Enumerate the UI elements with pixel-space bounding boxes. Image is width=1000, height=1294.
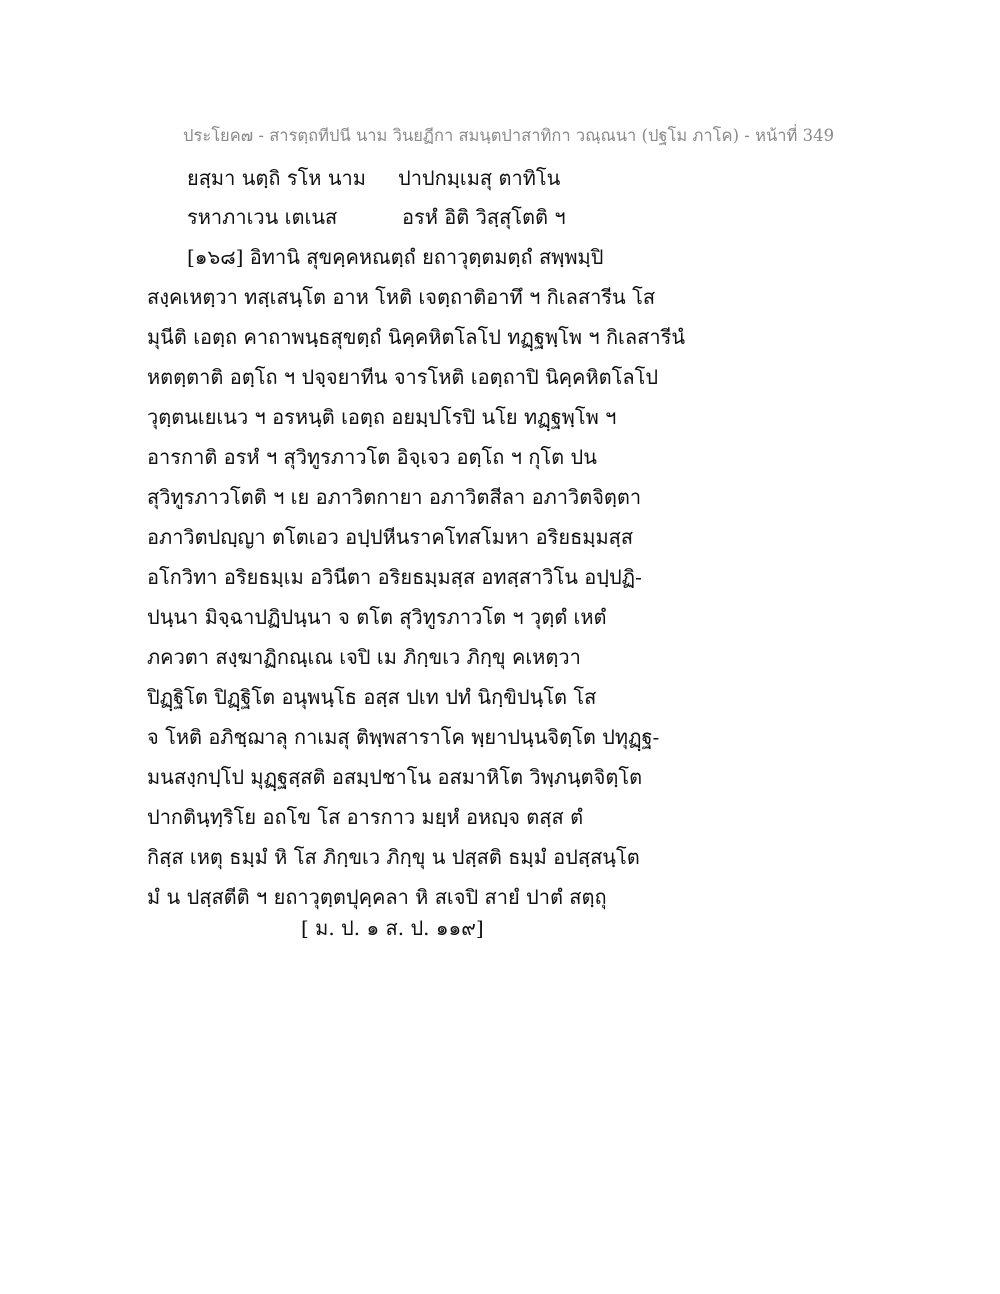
body-line: หตตฺตาติ อตฺโถ ฯ ปจฺจยาทีน จารโหติ เอตฺถาปิ นิคฺคหิตโลโป xyxy=(147,365,659,389)
verse-line-2-right: อรหํ อิติ วิสฺสุโตติ ฯ xyxy=(402,205,566,229)
body-line: [๑๖๘] อิทานิ สุขคฺคหณตฺถํ ยถาวุตฺตมตฺถํ สพฺพมฺปิ xyxy=(187,245,604,269)
body-line: กิสฺส เหตุ ธมฺมํ หิ โส ภิกฺขเว ภิกฺขุ น ปสฺสติ ธมฺมํ อปสฺสนฺโต xyxy=(147,845,640,869)
body-line: อภาวิตปญฺญา ตโตเอว อปฺปหีนราคโทสโมหา อริยธมฺมสฺส xyxy=(147,525,634,549)
body-line: อารกาติ อรหํ ฯ สุวิทูรภาวโต อิจฺเจว อตฺโถ ฯ กุโต ปน xyxy=(147,445,597,469)
verse-line-1-right: ปาปกมฺเมสุ ตาทิโน xyxy=(398,166,561,190)
body-line: ปิฏฺฐิโต ปิฏฺฐิโต อนุพนฺโธ อสฺส ปเท ปทํ นิกฺขิปนฺโต โส xyxy=(147,685,597,709)
body-line: มนสงฺกปฺโป มุฏฺฐสฺสติ อสมฺปชาโน อสมาหิโต วิพฺภนฺตจิตฺโต xyxy=(147,765,643,789)
body-line: ภควตา สงฺฆาฏิกณฺเณ เจปิ เม ภิกฺขเว ภิกฺขุ คเหตฺวา xyxy=(147,645,581,669)
body-line: มุนีติ เอตฺถ คาถาพนฺธสุขตฺถํ นิคฺคหิตโลโป ทฏฺฐพฺโพ ฯ กิเลสารีนํ xyxy=(147,325,685,349)
verse-line-1-left: ยสฺมา นตฺถิ รโห นาม xyxy=(187,166,366,190)
body-line: ปนฺนา มิจฺฉาปฏิปนฺนา จ ตโต สุวิทูรภาวโต ฯ วุตฺตํ เหตํ xyxy=(147,605,607,629)
page-header: ประโยค๗ - สารตฺถทีปนี นาม วินยฏีกา สมนฺตปาสาทิกา วณฺณนา (ปฐโม ภาโค) - หน้าที่ 349 xyxy=(183,126,835,145)
body-line: สุวิทูรภาวโตติ ฯ เย อภาวิตกายา อภาวิตสีลา อภาวิตจิตฺตา xyxy=(147,485,642,509)
body-line: มํ น ปสฺสตีติ ฯ ยถาวุตฺตปุคฺคลา หิ สเจปิ สายํ ปาตํ สตฺถุ xyxy=(147,885,607,909)
verse-line-2-left: รหาภาเวน เตเนส xyxy=(187,205,338,229)
body-line: ปากตินฺทฺริโย อถโข โส อารกาว มยฺหํ อหญฺจ ตสฺส ตํ xyxy=(147,805,584,829)
body-line: สงฺคเหตฺวา ทสฺเสนฺโต อาห โหติ เจตฺถาติอาทึ ฯ กิเลสารีน โส xyxy=(147,285,656,309)
body-line: อโกวิทา อริยธมฺเม อวินีตา อริยธมฺมสฺส อทสฺสาวิโน อปฺปฏิ- xyxy=(147,565,642,589)
body-line: จ โหติ อภิชฺฌาลุ กาเมสุ ติพฺพสาราโค พฺยาปนฺนจิตฺโต ปทุฏฺฐ- xyxy=(147,725,660,749)
body-line: วุตฺตนเยเนว ฯ อรหนฺติ เอตฺถ อยมฺปโรปิ นโย ทฏฺฐพฺโพ ฯ xyxy=(147,405,617,429)
body-text xyxy=(147,237,707,917)
citation-reference: [ ม. ป. ๑ ส. ป. ๑๑๙] xyxy=(301,916,484,940)
